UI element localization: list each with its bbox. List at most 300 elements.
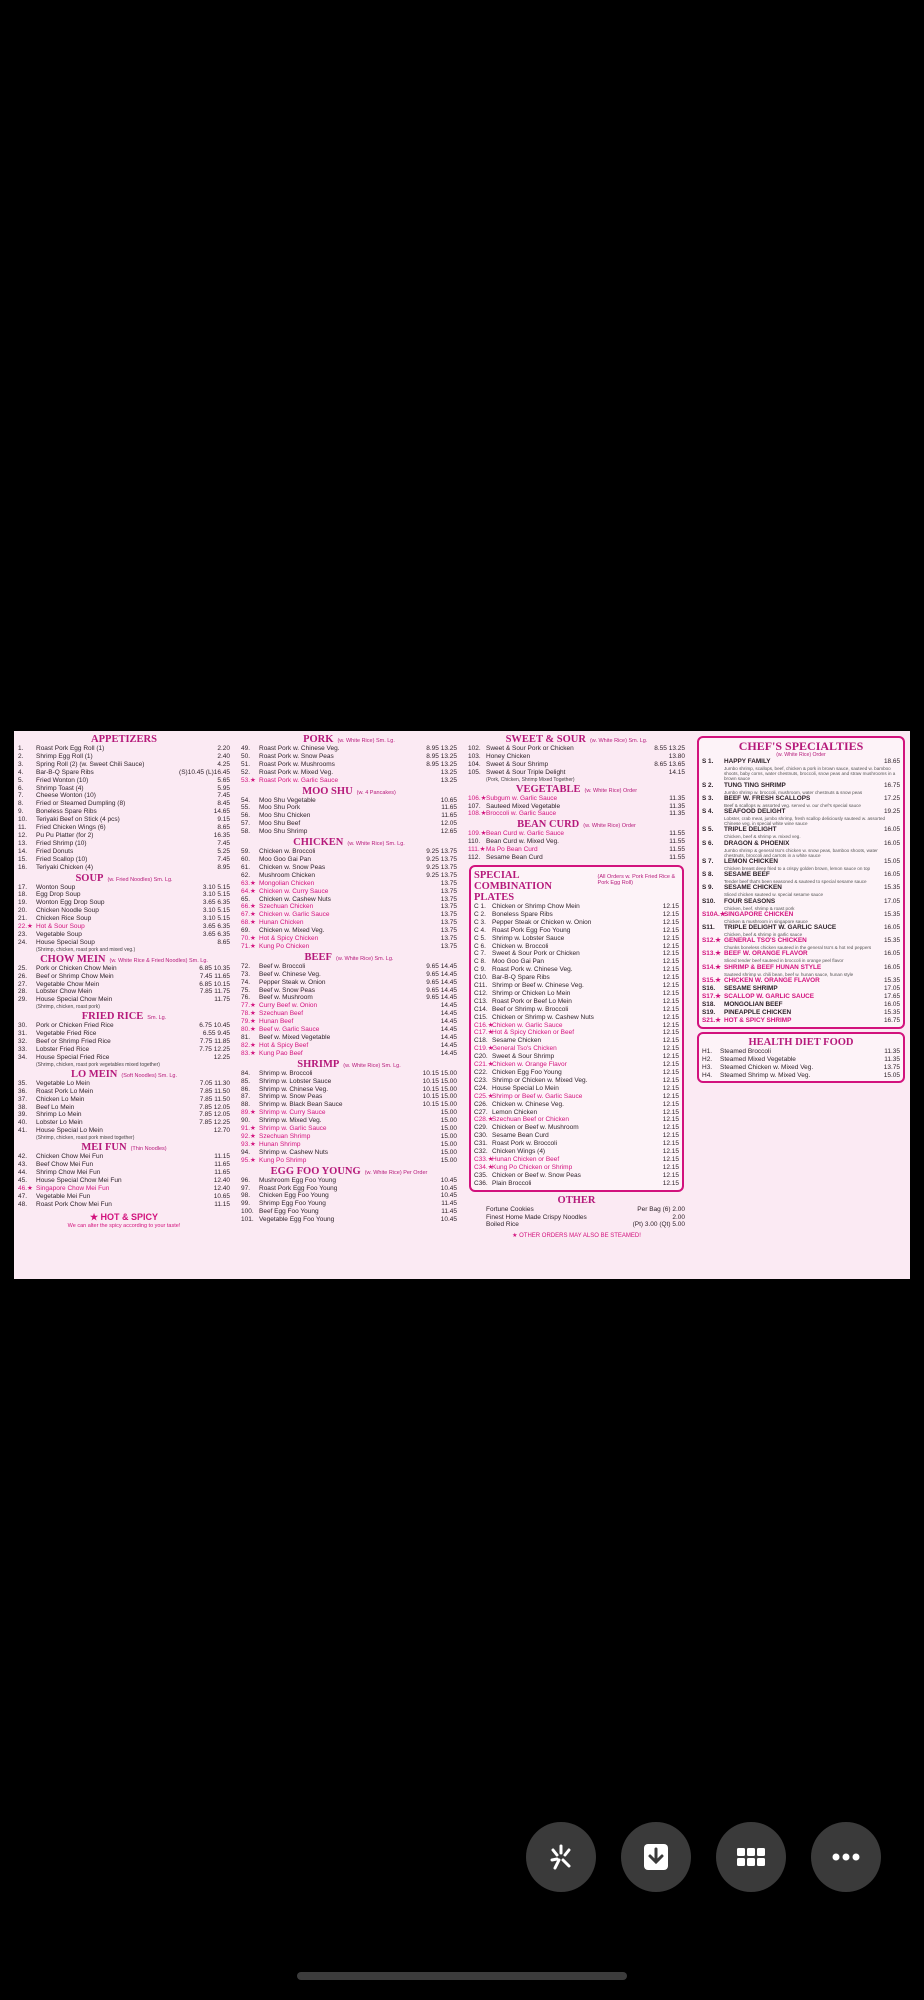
section-header (702, 741, 900, 752)
menu-column-3 (464, 731, 689, 1279)
item-name: Finest Home Made Crispy Noodles (486, 1213, 587, 1221)
menu-item (18, 931, 230, 939)
menu-item (18, 1201, 230, 1209)
section-subtitle: (w. 4 Pancakes) (356, 789, 396, 796)
menu-item (474, 1172, 679, 1180)
item-name: Roast Pork or Beef Lo Mein (492, 997, 572, 1005)
menu-item (474, 943, 679, 951)
item-description: Chunks boneless chicken sauteed in the general tso's & hot red peppers (724, 945, 872, 951)
item-name: Mushroom Chicken (259, 871, 315, 879)
menu-section (18, 1142, 230, 1208)
item-price: 15.00 (440, 1117, 457, 1125)
item-number: 88. (241, 1101, 251, 1109)
item-name: Chicken w. Chinese Veg. (492, 1100, 564, 1108)
item-name: Roast Pork Chow Mei Fun (36, 1200, 112, 1208)
item-name: Roast Pork w. Chinese Veg. (259, 745, 340, 752)
menu-item (241, 1109, 457, 1117)
item-price: 12.15 (662, 974, 679, 982)
more-button[interactable] (811, 1822, 881, 1892)
menu-item (241, 1093, 457, 1101)
menu-item (241, 1208, 457, 1216)
item-price: 12.65 (440, 828, 457, 836)
item-price: 2.00 (672, 1213, 685, 1221)
item-name: General Tso's Chicken (492, 1045, 557, 1053)
item-price: 11.15 (214, 1200, 230, 1208)
item-number: 12. (18, 831, 28, 839)
item-description: Chicken, beef, shrimp & roast pork (724, 905, 795, 911)
menu-item (702, 1048, 900, 1056)
menu-item (702, 1064, 900, 1072)
item-number: 33. (18, 1046, 28, 1053)
menu-item (474, 1148, 679, 1156)
item-number: 75. (241, 986, 251, 994)
section-title: OTHER (557, 1194, 596, 1206)
item-name: Roast Pork Egg Foo Young (259, 1184, 338, 1192)
item-price: 6.85 10.35 (199, 964, 230, 972)
item-price: 12.15 (662, 950, 679, 958)
item-price: 15.00 (440, 1156, 457, 1164)
item-number: 23. (18, 930, 28, 938)
item-price: 15.00 (440, 1140, 457, 1148)
item-number: C35. (474, 1171, 488, 1179)
menu-item (474, 1022, 679, 1030)
item-price: 12.15 (662, 1108, 679, 1116)
menu-item (474, 935, 679, 943)
item-number: 68.★ (241, 919, 256, 927)
menu-item (241, 1133, 457, 1141)
item-price: 5.65 (217, 776, 230, 784)
item-number: C31. (474, 1140, 488, 1148)
item-price: 7.85 11.75 (199, 988, 230, 996)
item-number: 111.★ (468, 846, 486, 854)
item-description: Sliced tender beef sauteed in broccoli in orange peel flavor (724, 958, 844, 964)
item-name: Chicken w. Broccoli (259, 848, 316, 856)
item-name: Chicken Wings (4) (492, 1148, 546, 1156)
item-price: 12.15 (662, 1045, 679, 1053)
menu-item (702, 964, 900, 972)
item-price: 11.55 (669, 830, 685, 838)
item-price: 12.15 (662, 1061, 679, 1069)
item-price: 9.65 14.45 (426, 962, 457, 970)
item-price: 15.00 (440, 1132, 457, 1140)
item-number: C21.★ (474, 1061, 494, 1069)
item-price: 9.65 14.45 (426, 970, 457, 978)
hot-spicy-title: ★ HOT & SPICY (89, 1211, 159, 1222)
section-title: CHEF'S SPECIALTIES (738, 739, 864, 753)
menu-item (18, 777, 230, 785)
item-name: Chicken Chow Mei Fun (36, 1153, 104, 1161)
item-name: Kung Po Chicken or Shrimp (492, 1163, 573, 1171)
item-number: 10. (18, 816, 28, 824)
item-number: 62. (241, 871, 251, 879)
item-name: Bean Curd w. Garlic Sauce (486, 830, 565, 838)
item-number: 50. (241, 752, 251, 760)
item-number: 65. (241, 895, 251, 903)
item-number: 103. (468, 752, 481, 760)
menu-item (702, 1072, 900, 1080)
menu-item (474, 1029, 679, 1037)
item-name: Sweet & Sour Shrimp (492, 1053, 555, 1061)
home-indicator[interactable] (297, 1972, 627, 1980)
section-subtitle: (w. White Rice) Order (584, 787, 638, 794)
item-name: Shrimp Chow Mei Fun (36, 1168, 101, 1176)
item-number: 107. (468, 802, 481, 810)
item-number: 11. (18, 824, 27, 832)
item-price: 14.15 (668, 768, 685, 776)
item-number: S16. (702, 984, 716, 992)
item-price: 7.45 (217, 792, 230, 800)
item-price: 11.75 (214, 996, 230, 1004)
item-number: 92.★ (241, 1132, 256, 1140)
menu-item (474, 990, 679, 998)
item-number: C 8. (474, 958, 486, 966)
item-name: Boneless Spare Ribs (36, 808, 97, 816)
item-description: Chicken, beef & shrimp in garlic sauce (724, 932, 803, 938)
item-number: 74. (241, 978, 251, 986)
item-price: 13.25 (440, 768, 457, 776)
section-title: HEALTH DIET FOOD (748, 1036, 854, 1048)
menu-item (18, 1119, 230, 1127)
item-price: 12.15 (662, 1084, 679, 1092)
menu-section (18, 1011, 230, 1068)
item-price: 11.65 (214, 1161, 230, 1169)
item-number: 104. (468, 760, 481, 768)
item-number: 45. (18, 1176, 28, 1184)
item-name: Sweet & Sour Triple Delight (486, 768, 566, 776)
item-name: Beef w. Snow Peas (259, 986, 316, 994)
menu-item (474, 1085, 679, 1093)
item-price: 12.15 (662, 1163, 679, 1171)
menu-item (241, 1026, 457, 1034)
menu-item (468, 1206, 685, 1214)
item-name: Chicken or Shrimp Chow Mein (492, 902, 580, 910)
item-price: 15.05 (883, 1071, 900, 1079)
item-name: Beef Chow Mei Fun (36, 1161, 94, 1169)
item-number: 59. (241, 848, 251, 856)
menu-item (468, 1214, 685, 1222)
item-number: 79.★ (241, 1018, 256, 1026)
section-title: SOUP (75, 872, 104, 884)
item-number: C32. (474, 1148, 488, 1156)
item-number: 99. (241, 1200, 251, 1208)
item-name: Roast Pork w. Chinese Veg. (492, 966, 573, 974)
spark-button[interactable] (526, 1822, 596, 1892)
item-price: 13.75 (440, 895, 457, 903)
item-price: 14.45 (440, 1002, 457, 1010)
item-price: 7.85 11.50 (199, 1087, 230, 1095)
menu-item (468, 846, 685, 854)
item-price: 8.95 13.25 (426, 752, 457, 760)
item-number: H3. (702, 1063, 713, 1071)
item-name: House Special Fried Rice (36, 1053, 110, 1061)
item-name: Steamed Chicken w. Mixed Veg. (720, 1063, 814, 1071)
menu-item (18, 907, 230, 915)
item-name: Teriyaki Chicken (4) (36, 863, 94, 871)
item-number: S 4. (702, 808, 714, 816)
section-header (241, 786, 457, 797)
item-price: 9.25 13.75 (426, 871, 457, 879)
menu-item (468, 1221, 685, 1229)
item-number: 5. (18, 776, 24, 784)
item-name: Shrimp Egg Foo Young (259, 1200, 326, 1208)
hot-spicy-note: We can alter the spicy according to your taste! (67, 1222, 181, 1229)
item-price: 6.55 9.45 (202, 1030, 230, 1038)
menu-item (241, 896, 457, 904)
item-price: 12.15 (662, 1021, 679, 1029)
menu-item (241, 1070, 457, 1078)
item-name: Singapore Chow Mei Fun (36, 1184, 110, 1192)
item-number: 21. (18, 915, 28, 923)
item-number: 73. (241, 970, 251, 978)
item-name: Roast Pork Egg Foo Young (492, 926, 571, 934)
menu-item (468, 810, 685, 818)
item-price: 6.85 10.15 (199, 980, 230, 988)
menu-item (468, 854, 685, 862)
item-price: 15.00 (440, 1125, 457, 1133)
item-name: Chicken w. Garlic Sauce (492, 1021, 563, 1029)
menu-item (18, 856, 230, 864)
item-number: H2. (702, 1055, 713, 1063)
item-price: 11.35 (669, 802, 685, 810)
item-name: Sweet & Sour Pork or Chicken (486, 745, 574, 752)
item-price: 14.45 (440, 1010, 457, 1018)
item-number: 80.★ (241, 1026, 256, 1034)
section-header (18, 734, 230, 745)
menu-item (241, 943, 457, 951)
section-header (241, 734, 457, 745)
item-price: Per Bag (6) 2.00 (637, 1205, 685, 1213)
menu-item (702, 977, 900, 985)
item-name: Steamed Broccoli (720, 1047, 771, 1055)
item-number: 43. (18, 1161, 28, 1169)
item-price: 14.45 (440, 1026, 457, 1034)
section-header (18, 1011, 230, 1022)
item-number: 98. (241, 1192, 251, 1200)
menu-item (474, 1045, 679, 1053)
item-number: 9. (18, 808, 24, 816)
menu-item (474, 1101, 679, 1109)
item-number: 64.★ (241, 887, 256, 895)
item-name: TUNG TING SHRIMP (724, 781, 786, 789)
item-price: 8.95 13.25 (426, 760, 457, 768)
item-price: 18.65 (884, 758, 900, 765)
menu-item (702, 826, 900, 834)
item-name: DRAGON & PHOENIX (724, 839, 790, 847)
item-number: S 3. (702, 794, 714, 802)
item-name: SESAME SHRIMP (724, 984, 778, 992)
menu-item (474, 1061, 679, 1069)
section-title: MOO SHU (302, 785, 353, 797)
item-name: Broccoli w. Garlic Sauce (486, 810, 557, 818)
menu-item (18, 745, 230, 753)
item-name: Vegetable Mei Fun (36, 1192, 91, 1200)
menu-item (468, 795, 685, 803)
menu-section (702, 1037, 900, 1080)
item-price: 9.25 13.75 (426, 848, 457, 856)
section-title: MEI FUN (81, 1142, 127, 1154)
item-name: Moo Shu Chicken (259, 812, 311, 820)
save-button[interactable] (621, 1822, 691, 1892)
item-price: 13.75 (440, 927, 457, 935)
item-name: Teriyaki Beef on Stick (4 pcs) (36, 816, 120, 824)
menu-item (474, 1116, 679, 1124)
menu-item (474, 958, 679, 966)
item-name: Honey Chicken (486, 752, 531, 760)
menu-item (241, 1086, 457, 1094)
section-title: EGG FOO YOUNG (270, 1165, 361, 1177)
item-number: 18. (18, 891, 28, 899)
item-name: Shrimp w. Garlic Sauce (259, 1125, 327, 1133)
section-subtitle: (w. White Rice) Sm. Lg. (589, 738, 648, 744)
item-number: C33.★ (474, 1155, 494, 1163)
item-price: 13.75 (440, 942, 457, 950)
item-number: 4. (18, 768, 24, 776)
menu-item (241, 994, 457, 1002)
item-number: 24. (18, 938, 28, 946)
menu-column-4 (692, 731, 910, 1279)
menu-item (474, 911, 679, 919)
item-price: 15.35 (884, 884, 900, 892)
item-price: 10.65 (440, 796, 457, 804)
item-number: C 1. (474, 902, 486, 910)
item-number: 91.★ (241, 1125, 256, 1133)
menu-item (702, 840, 900, 848)
item-number: 105. (468, 768, 481, 776)
menu-item (702, 898, 900, 906)
item-price: 16.05 (884, 871, 900, 879)
item-name: Hunan Chicken or Beef (492, 1155, 560, 1163)
item-price: 12.40 (213, 1184, 230, 1192)
section-title: SHRIMP (297, 1058, 340, 1070)
item-name: Beef Egg Foo Young (259, 1208, 319, 1216)
item-number: 106.★ (468, 794, 487, 802)
section-subtitle: (w. White Rice) Sm. Lg. (343, 1062, 401, 1069)
menu-image (14, 731, 910, 1279)
menu-item (702, 1001, 900, 1009)
item-number: 51. (241, 760, 251, 768)
item-name: Vegetable Lo Mein (36, 1079, 90, 1087)
item-number: C13. (474, 997, 488, 1005)
item-name: Beef w. Garlic Sauce (259, 1026, 320, 1034)
item-price: 12.15 (662, 1013, 679, 1021)
section-header (241, 837, 457, 848)
item-price: 12.15 (662, 910, 679, 918)
menu-item (18, 864, 230, 872)
item-number: 86. (241, 1085, 251, 1093)
item-price: 12.15 (662, 1116, 679, 1124)
menu-item (241, 971, 457, 979)
menu-section (468, 734, 685, 783)
item-number: C18. (474, 1037, 488, 1045)
item-price: 3.65 6.35 (202, 930, 230, 938)
item-name: Moo Shu Shrimp (259, 828, 308, 836)
item-price: 3.10 5.15 (202, 883, 230, 891)
item-name: Mushroom Egg Foo Young (259, 1176, 336, 1184)
menu-item (474, 1164, 679, 1172)
menu-item (241, 880, 457, 888)
section-header (241, 1166, 457, 1177)
item-name: Shrimp Egg Roll (1) (36, 752, 93, 760)
item-price: 11.55 (669, 838, 685, 846)
section-title: FRIED RICE (81, 1011, 144, 1023)
menu-section (18, 873, 230, 953)
item-number: 27. (18, 980, 28, 988)
item-number: 39. (18, 1111, 28, 1119)
item-name: Shrimp w. Mixed Veg. (259, 1117, 322, 1125)
item-price: 10.45 (440, 1184, 457, 1192)
menu-item (241, 769, 457, 777)
item-name: Chicken Egg Foo Young (259, 1192, 329, 1200)
item-price: 14.45 (440, 1041, 457, 1049)
item-name: Szechuan Beef or Chicken (492, 1116, 569, 1124)
item-name: SEAFOOD DELIGHT (724, 808, 786, 816)
item-number: 100. (241, 1208, 254, 1216)
menu-item (702, 924, 900, 932)
item-number (468, 1221, 486, 1229)
item-name: Chicken w. Mixed Veg. (259, 927, 325, 935)
item-description: Chicken breast deep fried to a crispy golden brown, lemon sauce on top (724, 866, 871, 872)
item-name: Egg Drop Soup (36, 891, 81, 899)
menu-item (18, 824, 230, 832)
menu-item (241, 888, 457, 896)
item-name: Roast Pork w. Snow Peas (259, 752, 334, 760)
photo-toolbar (0, 1822, 924, 1894)
menu-item (241, 777, 457, 785)
item-name: Ma Po Bean Curd (486, 846, 538, 854)
item-name: Shrimp w. Cashew Nuts (259, 1148, 328, 1156)
section-title: VEGETABLE (515, 783, 581, 795)
item-name: House Special Chow Mein (36, 996, 113, 1004)
menu-item (241, 812, 457, 820)
item-number: 26. (18, 972, 28, 980)
menu-item (18, 1193, 230, 1201)
item-number: C27. (474, 1108, 488, 1116)
menu-item (474, 903, 679, 911)
item-price: 8.95 13.25 (426, 745, 457, 752)
menu-item (18, 1088, 230, 1096)
menu-item (702, 884, 900, 892)
menu-item (241, 1117, 457, 1125)
menu-section (18, 954, 230, 1011)
menu-item (474, 1156, 679, 1164)
grid-button[interactable] (716, 1822, 786, 1892)
item-price: 11.55 (669, 854, 685, 862)
item-name: Moo Shu Vegetable (259, 796, 316, 804)
item-price: 12.40 (213, 1176, 230, 1184)
menu-item (474, 1077, 679, 1085)
menu-item (702, 911, 900, 919)
item-number: C22. (474, 1069, 488, 1076)
item-price: 7.85 12.25 (199, 1119, 230, 1127)
menu-item (241, 1125, 457, 1133)
menu-item (474, 1140, 679, 1148)
item-number: S18. (702, 1000, 716, 1008)
menu-item (241, 804, 457, 812)
item-number: 49. (241, 745, 251, 752)
item-price: 12.15 (662, 942, 679, 950)
item-price: 15.35 (884, 976, 900, 984)
item-name: Lobster Lo Mein (36, 1119, 83, 1127)
item-price: 13.25 (440, 776, 457, 784)
item-price: 7.85 11.50 (199, 1095, 230, 1103)
item-price: 14.45 (440, 1049, 457, 1057)
item-price: 12.15 (662, 989, 679, 997)
item-number: C26. (474, 1100, 488, 1108)
item-number: 36. (18, 1087, 28, 1095)
item-number: C 5. (474, 934, 486, 942)
item-description: Jumbo shrimp w. broccoli, mushroom, water chestnuts & snow peas (724, 789, 863, 795)
item-number: 34. (18, 1053, 28, 1061)
